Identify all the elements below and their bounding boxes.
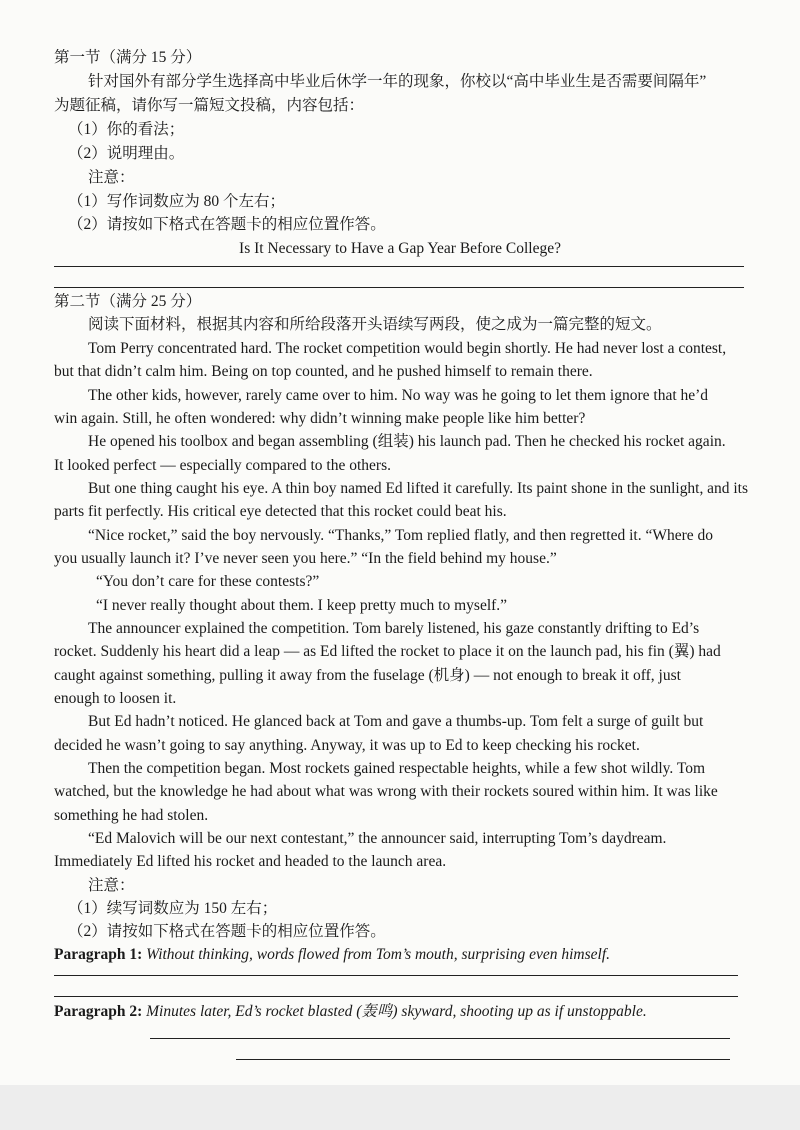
story-line: “Nice rocket,” said the boy nervously. “Thanks,” Tom replied flatly, and then regretted it. “Where do — [88, 527, 713, 544]
section2-note1: （1）续写词数应为 150 左右； — [68, 900, 278, 917]
essay-title: Is It Necessary to Have a Gap Year Before College? — [239, 240, 561, 257]
story-line: “Ed Malovich will be our next contestant,” the announcer said, interrupting Tom’s daydream. — [88, 830, 667, 847]
answer-line — [54, 996, 738, 997]
section1-task-line1: 针对国外有部分学生选择高中毕业后休学一年的现象，你校以“高中毕业生是否需要间隔年” — [88, 73, 707, 90]
story-line: But Ed hadn’t noticed. He glanced back at Tom and gave a thumbs-up. Tom felt a surge of guilt but — [88, 713, 704, 730]
story-line: something he had stolen. — [54, 807, 209, 824]
answer-line — [54, 287, 744, 288]
story-line: Tom Perry concentrated hard. The rocket competition would begin shortly. He had never lost a contest, — [88, 340, 727, 357]
story-line: enough to loosen it. — [54, 690, 177, 707]
paragraph1-text: Without thinking, words flowed from Tom’s mouth, surprising even himself. — [146, 946, 611, 963]
scan-bottom-margin — [0, 1085, 800, 1130]
story-line: The announcer explained the competition. Tom barely listened, his gaze constantly drifting to Ed’s — [88, 620, 700, 637]
story-line: you usually launch it? I’ve never seen you here.” “In the field behind my house.” — [54, 550, 557, 567]
story-line: It looked perfect — especially compared to the others. — [54, 457, 391, 474]
paragraph2-prompt — [54, 1002, 647, 1022]
story-line: The other kids, however, rarely came over to him. No way was he going to let them ignore that he’d — [88, 387, 709, 404]
section1-item1: （1）你的看法； — [68, 121, 185, 138]
story-line: He opened his toolbox and began assembling (组装) his launch pad. Then he checked his rocket again. — [88, 433, 726, 450]
story-line: But one thing caught his eye. A thin boy named Ed lifted it carefully. Its paint shone in the sunlight, and its — [88, 480, 748, 497]
section1-task-line2: 为题征稿，请你写一篇短文投稿，内容包括： — [54, 97, 365, 114]
section1-note1: （1）写作词数应为 80 个左右； — [68, 193, 286, 210]
paragraph1-label: Paragraph 1: — [54, 946, 143, 963]
story-line: watched, but the knowledge he had about what was wrong with their rockets soured within him. It was like — [54, 783, 718, 800]
story-line: Then the competition began. Most rockets gained respectable heights, while a few shot wildly. Tom — [88, 760, 706, 777]
answer-line — [54, 975, 738, 976]
answer-line — [54, 266, 744, 267]
answer-line — [236, 1059, 730, 1060]
story-line: Immediately Ed lifted his rocket and headed to the launch area. — [54, 853, 447, 870]
section1-heading: 第一节（满分 15 分） — [54, 49, 202, 66]
section2-note2: （2）请按如下格式在答题卡的相应位置作答。 — [68, 923, 386, 940]
story-line: win again. Still, he often wondered: why didn’t winning make people like him better? — [54, 410, 586, 427]
answer-line — [150, 1038, 730, 1039]
story-line: caught against something, pulling it away from the fuselage (机身) — not enough to break it off, just — [54, 667, 681, 684]
story-line: “You don’t care for these contests?” — [96, 573, 320, 590]
story-line: but that didn’t calm him. Being on top counted, and he pushed himself to remain there. — [54, 363, 593, 380]
section2-heading: 第二节（满分 25 分） — [54, 293, 202, 310]
section2-instruction: 阅读下面材料，根据其内容和所给段落开头语续写两段，使之成为一篇完整的短文。 — [88, 316, 662, 333]
paragraph2-label: Paragraph 2: — [54, 1003, 143, 1020]
paragraph2-text: Minutes later, Ed’s rocket blasted (轰鸣) skyward, shooting up as if unstoppable. — [146, 1003, 647, 1020]
section1-item2: （2）说明理由。 — [68, 145, 185, 162]
story-line: decided he wasn’t going to say anything. Anyway, it was up to Ed to keep checking his rocket. — [54, 737, 640, 754]
paragraph1-prompt — [54, 945, 610, 965]
section1-note-label: 注意： — [88, 169, 135, 186]
section2-note-label: 注意： — [88, 877, 135, 894]
section1-note2: （2）请按如下格式在答题卡的相应位置作答。 — [68, 216, 386, 233]
story-line: “I never really thought about them. I keep pretty much to myself.” — [96, 597, 508, 614]
story-line: rocket. Suddenly his heart did a leap — as Ed lifted the rocket to place it on the launch pad, his fin (翼) had — [54, 643, 721, 660]
story-line: parts fit perfectly. His critical eye detected that this rocket could beat his. — [54, 503, 507, 520]
